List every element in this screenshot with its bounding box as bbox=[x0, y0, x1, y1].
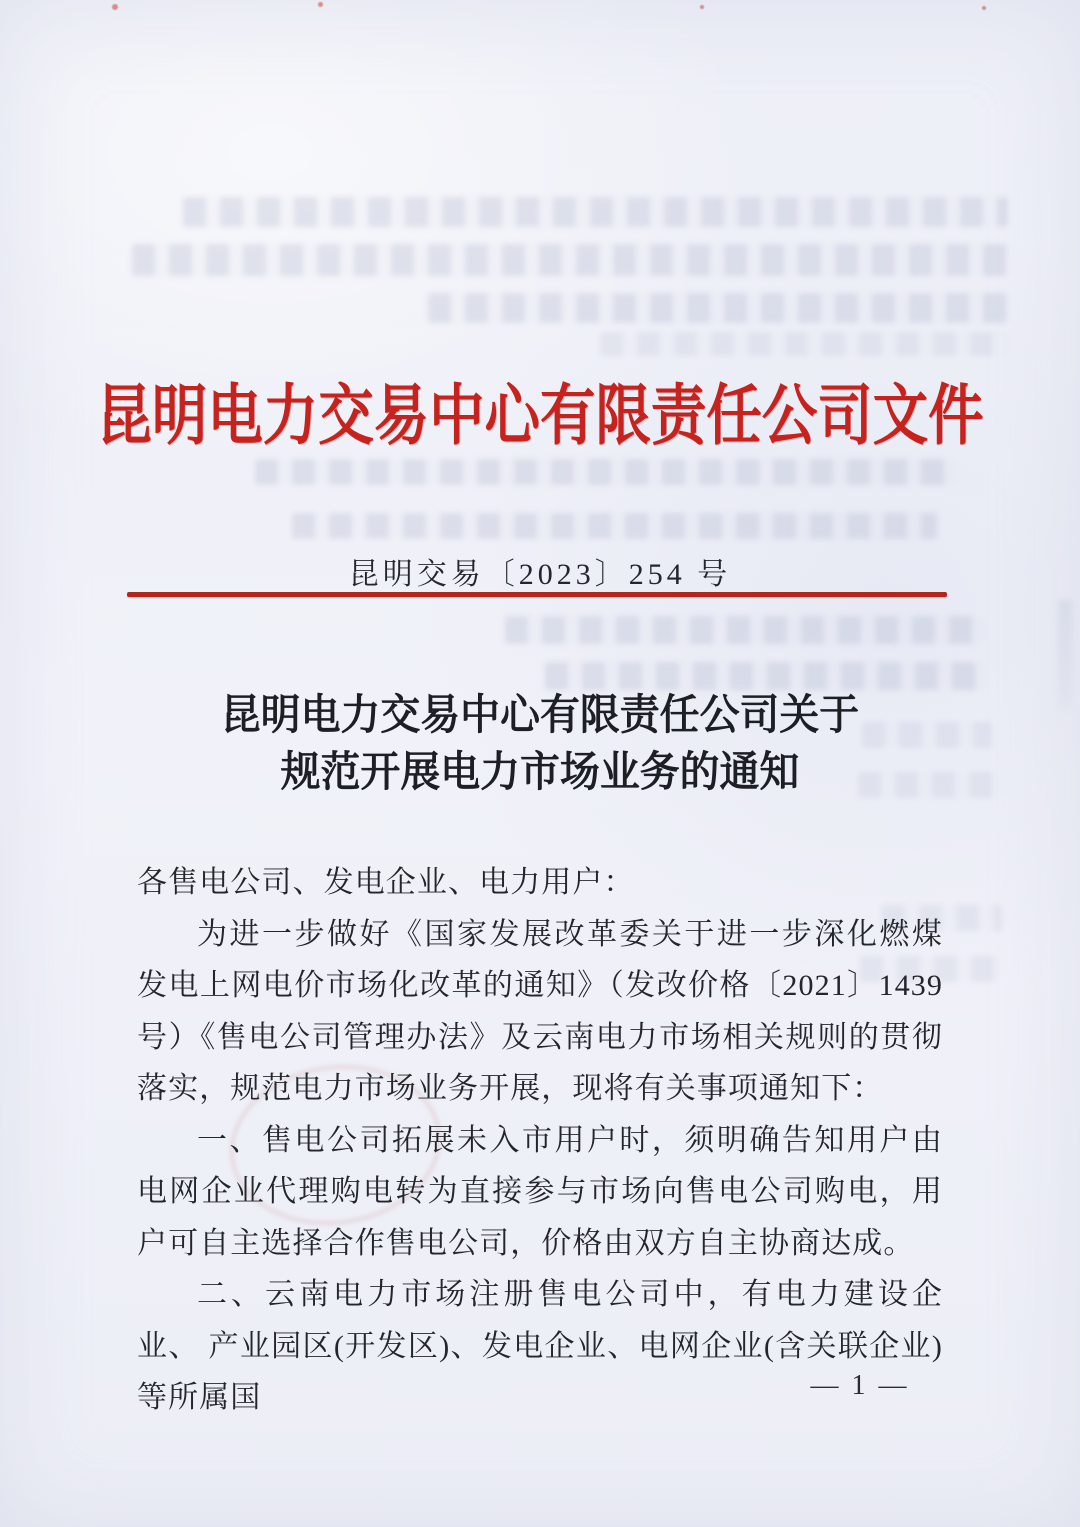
notice-title-line2: 规范开展电力市场业务的通知 bbox=[280, 750, 800, 796]
scan-speck bbox=[318, 2, 323, 7]
scan-speck bbox=[700, 5, 704, 9]
paragraph-item-2: 二、云南电力市场注册售电公司中，有电力建设企业、 产业园区(开发区)、发电企业、电网企业(含关联企业) 等所属国 bbox=[137, 1278, 943, 1414]
page-number: — 1 — bbox=[810, 1370, 910, 1401]
scan-speck bbox=[982, 6, 986, 10]
bleedthrough-text-ghost bbox=[428, 293, 1008, 323]
scan-speck bbox=[112, 4, 118, 10]
bleedthrough-text-ghost bbox=[255, 459, 955, 485]
paragraph-intro: 为进一步做好《国家发展改革委关于进一步深化燃煤发电上网电价市场化改革的通知》（发改价格〔2021〕1439 号）《售电公司管理办法》及云南电力市场相关规则的贯彻落实，规范电力市场业务开展，现将有关事项通知下： bbox=[137, 917, 943, 1105]
bleedthrough-text-ghost bbox=[292, 513, 937, 539]
bleedthrough-text-ghost bbox=[505, 616, 983, 644]
salutation: 各售电公司、发电企业、电力用户： bbox=[137, 866, 635, 899]
bleedthrough-text-ghost bbox=[132, 244, 1008, 276]
document-number: 昆明交易〔2023〕254 号 bbox=[348, 558, 732, 591]
notice-body bbox=[137, 857, 943, 1424]
red-divider-line bbox=[127, 592, 947, 597]
bleedthrough-streak bbox=[1058, 600, 1072, 710]
notice-title bbox=[27, 688, 1053, 802]
bleedthrough-text-ghost bbox=[600, 332, 1008, 356]
paragraph-item-1: 一、售电公司拓展未入市用户时，须明确告知用户由电网企业代理购电转为直接参与市场向售电公司购电，用户可自主选择合作售电公司，价格由双方自主协商达成。 bbox=[137, 1123, 943, 1260]
letterhead-org-title: 昆明电力交易中心有限责任公司文件 bbox=[96, 380, 984, 453]
bleedthrough-text-ghost bbox=[183, 197, 1008, 227]
notice-title-line1: 昆明电力交易中心有限责任公司关于 bbox=[220, 693, 860, 739]
bleedthrough-text-ghost bbox=[545, 662, 985, 690]
